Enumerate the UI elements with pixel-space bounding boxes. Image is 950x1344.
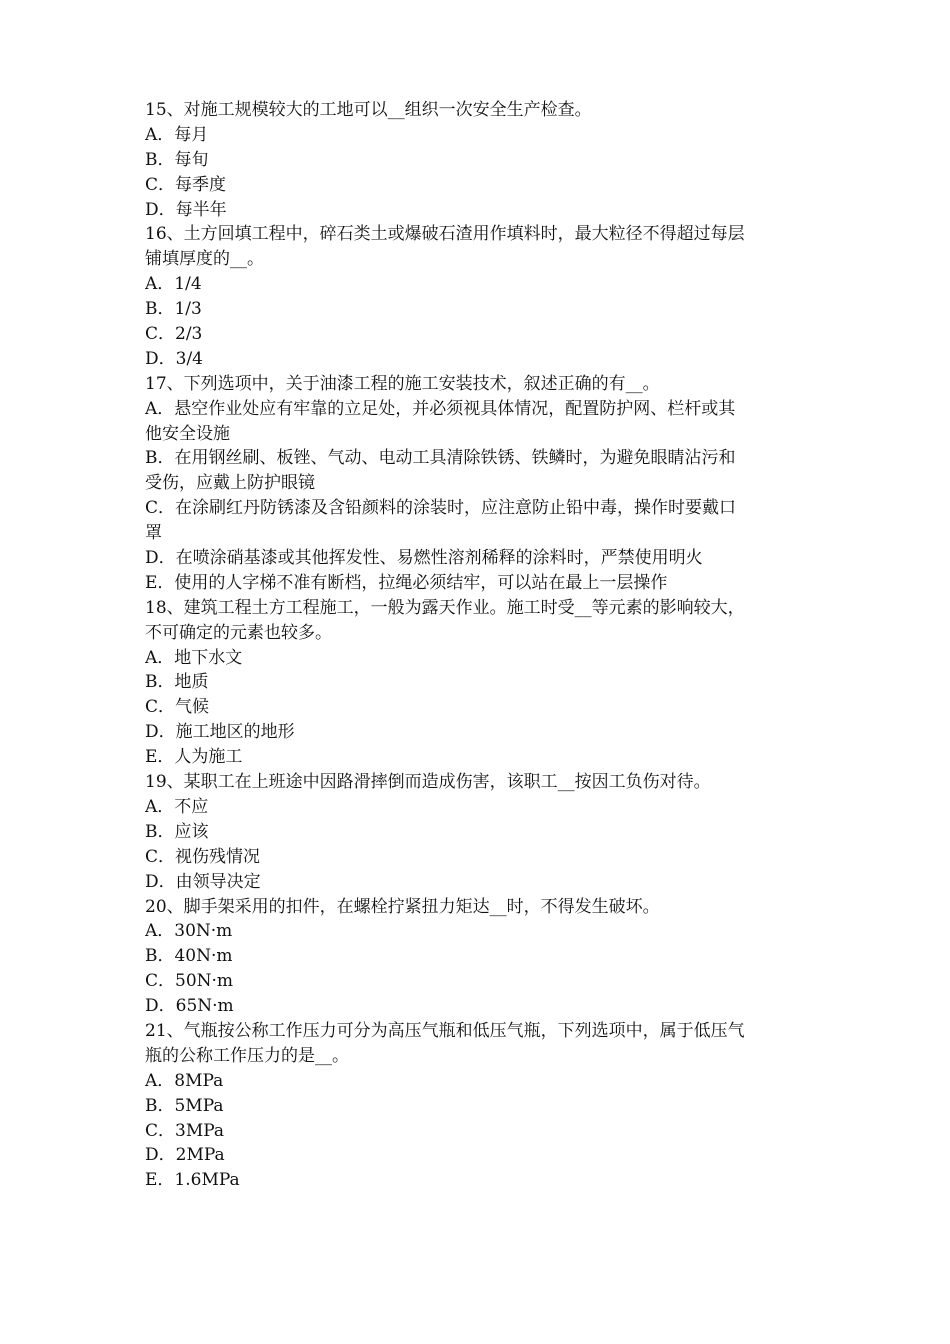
answer-option-line: C．每季度 (145, 174, 227, 195)
question-text-line: 铺填厚度的__。 (145, 249, 264, 270)
answer-option-line: A．不应 (145, 796, 209, 817)
answer-option (145, 347, 815, 372)
answer-option (145, 1143, 815, 1168)
answer-option-line: B．每旬 (145, 149, 209, 170)
answer-option (145, 546, 815, 571)
answer-option-line: A．悬空作业处应有牢靠的立足处，并必须视具体情况，配置防护网、栏杆或其 (145, 398, 736, 419)
answer-option (145, 272, 815, 297)
answer-option (145, 397, 815, 447)
question-block (145, 98, 815, 222)
answer-option (145, 919, 815, 944)
answer-option (145, 695, 815, 720)
answer-option-line: B．应该 (145, 821, 209, 842)
answer-option (145, 1094, 815, 1119)
answer-option-line: B．40N·m (145, 946, 233, 967)
answer-option-line: D．65N·m (145, 996, 234, 1017)
answer-option-line: E．1.6MPa (145, 1170, 240, 1191)
answer-option-line: A．8MPa (145, 1070, 224, 1091)
answer-option-line: 罩 (145, 523, 162, 544)
question-block (145, 895, 815, 1019)
question-text-line: 19、某职工在上班途中因路滑摔倒而造成伤害，该职工__按因工负伤对待。 (145, 772, 711, 793)
answer-option-line: A．地下水文 (145, 647, 243, 668)
answer-option (145, 446, 815, 496)
answer-option (145, 571, 815, 596)
question-text-line: 17、下列选项中，关于油漆工程的施工安装技术，叙述正确的有__。 (145, 373, 660, 394)
answer-option-line: A．每月 (145, 124, 209, 145)
question-text-line: 20、脚手架采用的扣件，在螺栓拧紧扭力矩达__时，不得发生破坏。 (145, 896, 660, 917)
answer-option (145, 1119, 815, 1144)
answer-option-line: E．人为施工 (145, 747, 243, 768)
question-text (145, 770, 815, 795)
question-text (145, 222, 815, 272)
question-block (145, 372, 815, 596)
question-text (145, 895, 815, 920)
answer-option-line: D．由领导决定 (145, 871, 261, 892)
question-block (145, 596, 815, 770)
answer-option (145, 1069, 815, 1094)
answer-option (145, 969, 815, 994)
answer-option-line: A．30N·m (145, 921, 233, 942)
answer-option-line: B．地质 (145, 672, 209, 693)
answer-option (145, 198, 815, 223)
question-text-line: 16、土方回填工程中，碎石类土或爆破石渣用作填料时，最大粒径不得超过每层 (145, 224, 745, 245)
answer-option (145, 173, 815, 198)
question-text (145, 98, 815, 123)
answer-option-line: 受伤，应戴上防护眼镜 (145, 473, 315, 494)
answer-option (145, 148, 815, 173)
answer-option-line: B．5MPa (145, 1095, 224, 1116)
answer-option-line: C．3MPa (145, 1120, 225, 1141)
question-text-line: 瓶的公称工作压力的是__。 (145, 1045, 349, 1066)
answer-option-line: D．2MPa (145, 1145, 225, 1166)
answer-option (145, 720, 815, 745)
answer-option-line: D．在喷涂硝基漆或其他挥发性、易燃性溶剂稀释的涂料时，严禁使用明火 (145, 548, 703, 569)
answer-option (145, 496, 815, 546)
question-text (145, 372, 815, 397)
answer-option-line: D．施工地区的地形 (145, 722, 295, 743)
answer-option (145, 646, 815, 671)
answer-option (145, 994, 815, 1019)
answer-option (145, 1168, 815, 1193)
question-block (145, 1019, 815, 1193)
answer-option (145, 123, 815, 148)
answer-option (145, 745, 815, 770)
question-text (145, 596, 815, 646)
answer-option (145, 322, 815, 347)
answer-option-line: C．视伤残情况 (145, 846, 261, 867)
question-text-line: 18、建筑工程土方工程施工，一般为露天作业。施工时受__等元素的影响较大， (145, 597, 745, 618)
answer-option-line: C．50N·m (145, 971, 234, 992)
answer-option-line: B．在用钢丝刷、板锉、气动、电动工具清除铁锈、铁鳞时，为避免眼睛沾污和 (145, 448, 736, 469)
answer-option (145, 795, 815, 820)
answer-option-line: B．1/3 (145, 299, 202, 320)
answer-option-line: C．2/3 (145, 324, 203, 345)
question-block (145, 770, 815, 894)
answer-option-line: D．每半年 (145, 199, 227, 220)
answer-option-line: 他安全设施 (145, 423, 230, 444)
answer-option-line: C．气候 (145, 697, 210, 718)
answer-option-line: D．3/4 (145, 348, 203, 369)
answer-option-line: E．使用的人字梯不准有断档，拉绳必须结牢，可以站在最上一层操作 (145, 572, 668, 593)
question-text-line: 21、气瓶按公称工作压力可分为高压气瓶和低压气瓶，下列选项中，属于低压气 (145, 1020, 745, 1041)
answer-option (145, 820, 815, 845)
answer-option (145, 670, 815, 695)
question-text-line: 15、对施工规模较大的工地可以__组织一次安全生产检查。 (145, 100, 592, 120)
answer-option (145, 944, 815, 969)
question-list (145, 98, 815, 1193)
answer-option (145, 870, 815, 895)
answer-option (145, 845, 815, 870)
answer-option (145, 297, 815, 322)
question-block (145, 222, 815, 371)
answer-option-line: A．1/4 (145, 274, 202, 295)
answer-option-line: C．在涂刷红丹防锈漆及含铅颜料的涂装时，应注意防止铅中毒，操作时要戴口 (145, 498, 737, 519)
question-text (145, 1019, 815, 1069)
question-text-line: 不可确定的元素也较多。 (145, 622, 332, 643)
